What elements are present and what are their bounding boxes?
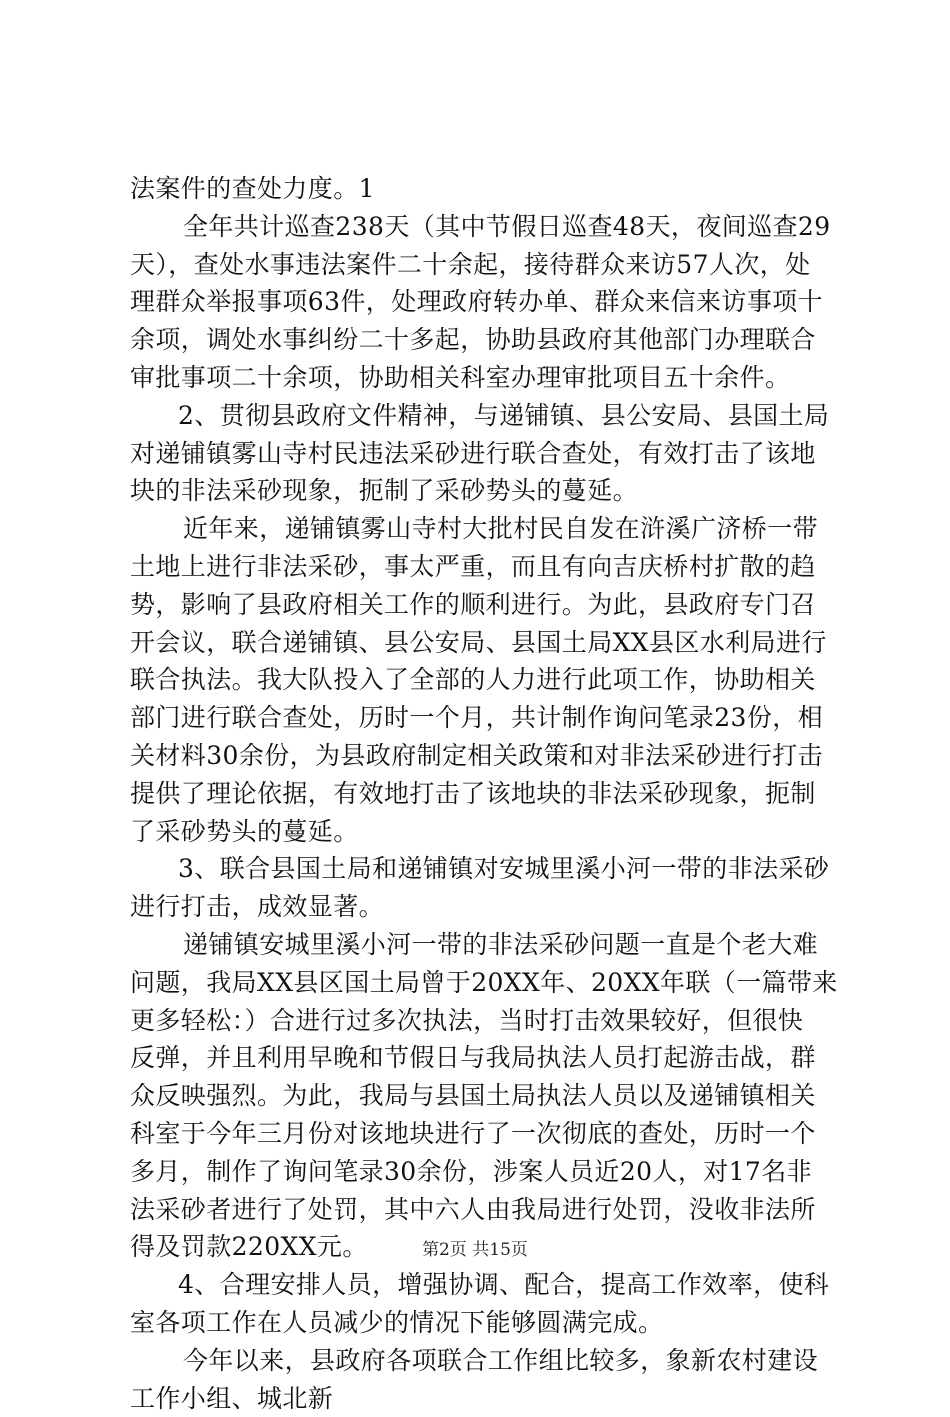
text-line: 众反映强烈。为此，我局与县国土局执法人员以及递铺镇相关 bbox=[130, 1077, 830, 1115]
text-line: 对递铺镇雾山寺村民违法采砂进行联合查处，有效打击了该地 bbox=[130, 435, 830, 473]
text-line: 室各项工作在人员减少的情况下能够圆满完成。 bbox=[130, 1304, 830, 1342]
text-line: 得及罚款220XX元。 bbox=[130, 1228, 830, 1266]
text-line: 进行打击，成效显著。 bbox=[130, 888, 830, 926]
text-line: 全年共计巡查238天（其中节假日巡查48天，夜间巡查29 bbox=[130, 208, 830, 246]
text-line: 多月，制作了询问笔录30余份，涉案人员近20人，对17名非 bbox=[130, 1153, 830, 1191]
text-line: 更多轻松：）合进行过多次执法，当时打击效果较好，但很快 bbox=[130, 1002, 830, 1040]
text-line: 今年以来，县政府各项联合工作组比较多，象新农村建设 bbox=[130, 1342, 830, 1380]
text-line: 3、联合县国土局和递铺镇对安城里溪小河一带的非法采砂 bbox=[130, 850, 830, 888]
text-line: 问题，我局XX县区国土局曾于20XX年、20XX年联（一篇带来 bbox=[130, 964, 830, 1002]
text-line: 审批事项二十余项，协助相关科室办理审批项目五十余件。 bbox=[130, 359, 830, 397]
text-line: 余项，调处水事纠纷二十多起，协助县政府其他部门办理联合 bbox=[130, 321, 830, 359]
text-line: 递铺镇安城里溪小河一带的非法采砂问题一直是个老大难 bbox=[130, 926, 830, 964]
text-line: 了采砂势头的蔓延。 bbox=[130, 813, 830, 851]
page-footer: 第2页 共15页 bbox=[0, 1238, 950, 1262]
text-line: 部门进行联合查处，历时一个月，共计制作询问笔录23份，相 bbox=[130, 699, 830, 737]
document-body bbox=[130, 170, 830, 1417]
text-line: 关材料30余份，为县政府制定相关政策和对非法采砂进行打击 bbox=[130, 737, 830, 775]
text-line: 土地上进行非法采砂，事太严重，而且有向吉庆桥村扩散的趋 bbox=[130, 548, 830, 586]
text-line: 法案件的查处力度。1 bbox=[130, 170, 830, 208]
text-line: 块的非法采砂现象，扼制了采砂势头的蔓延。 bbox=[130, 472, 830, 510]
text-line: 理群众举报事项63件，处理政府转办单、群众来信来访事项十 bbox=[130, 283, 830, 321]
text-line: 近年来，递铺镇雾山寺村大批村民自发在浒溪广济桥一带 bbox=[130, 510, 830, 548]
text-line: 法采砂者进行了处罚，其中六人由我局进行处罚，没收非法所 bbox=[130, 1191, 830, 1229]
text-line: 势，影响了县政府相关工作的顺利进行。为此，县政府专门召 bbox=[130, 586, 830, 624]
text-line: 天），查处水事违法案件二十余起，接待群众来访57人次，处 bbox=[130, 246, 830, 284]
text-line: 联合执法。我大队投入了全部的人力进行此项工作，协助相关 bbox=[130, 661, 830, 699]
text-line: 提供了理论依据，有效地打击了该地块的非法采砂现象，扼制 bbox=[130, 775, 830, 813]
text-line: 2、贯彻县政府文件精神，与递铺镇、县公安局、县国土局 bbox=[130, 397, 830, 435]
text-line: 工作小组、城北新 bbox=[130, 1380, 830, 1417]
text-line: 开会议，联合递铺镇、县公安局、县国土局XX县区水利局进行 bbox=[130, 624, 830, 662]
text-line: 反弹，并且利用早晚和节假日与我局执法人员打起游击战，群 bbox=[130, 1039, 830, 1077]
text-line: 4、合理安排人员，增强协调、配合，提高工作效率，使科 bbox=[130, 1266, 830, 1304]
text-line: 科室于今年三月份对该地块进行了一次彻底的查处，历时一个 bbox=[130, 1115, 830, 1153]
